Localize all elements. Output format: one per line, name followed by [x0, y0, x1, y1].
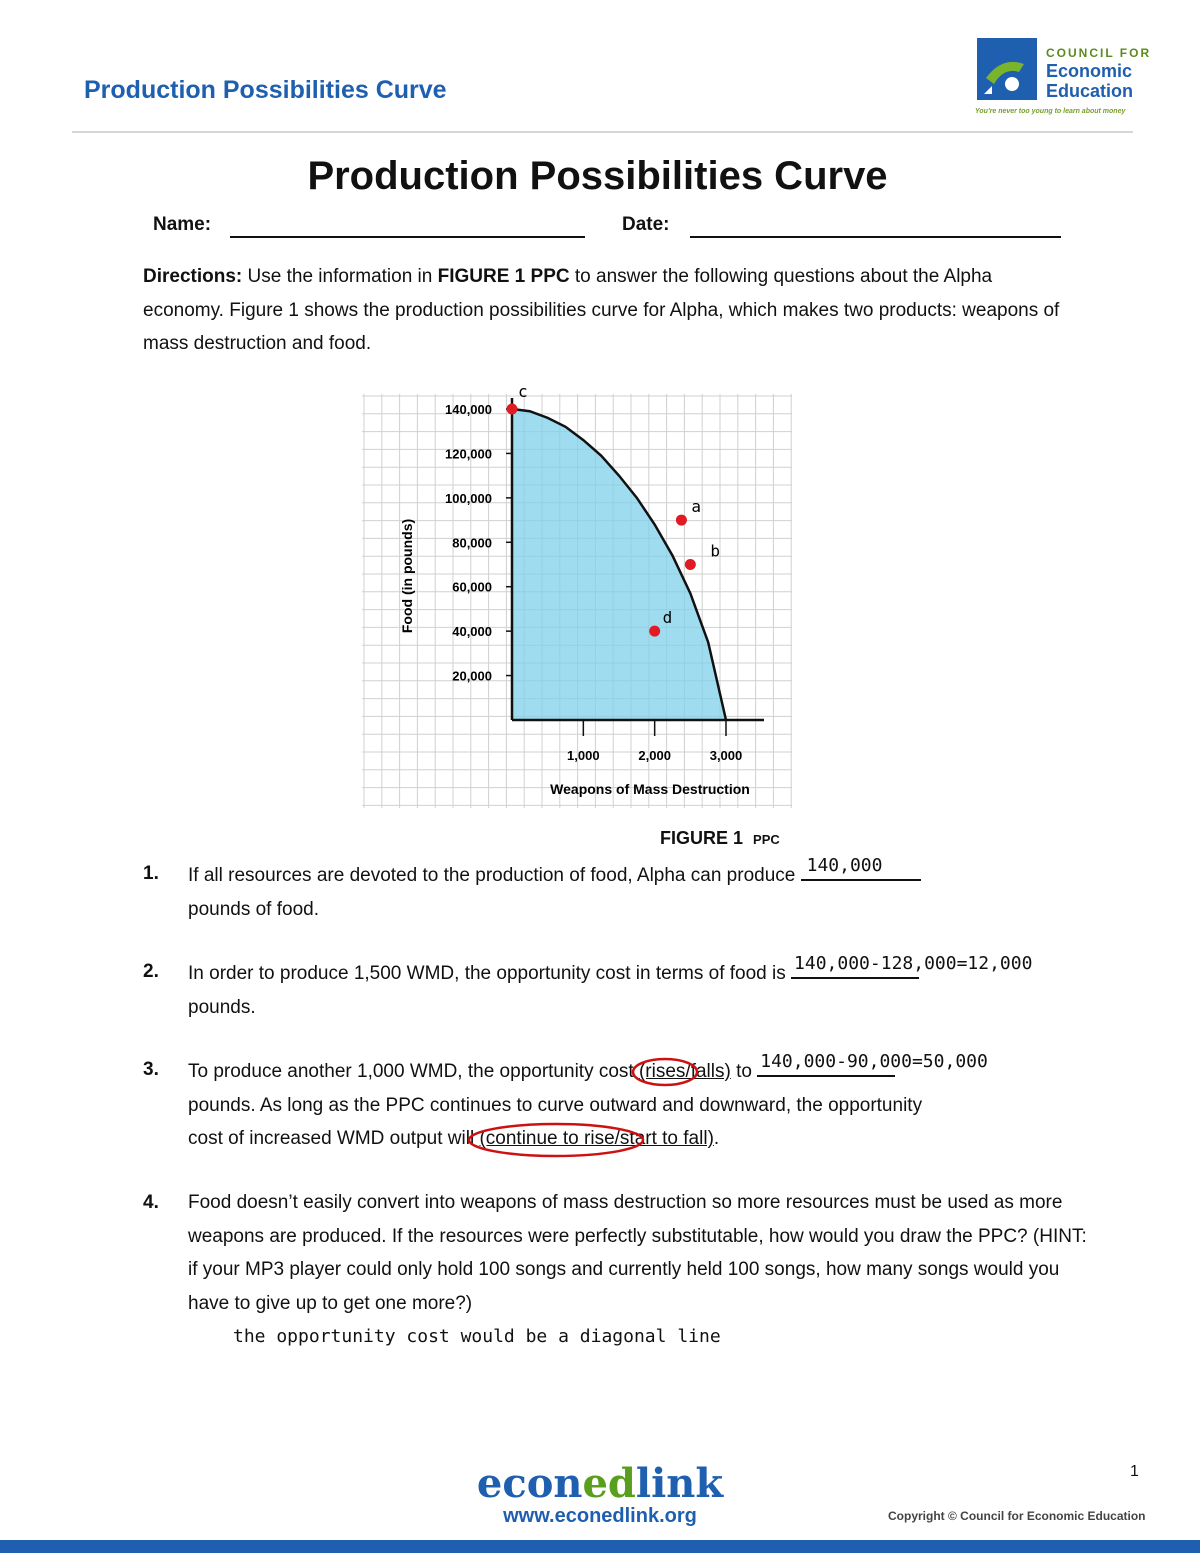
logo-tagline: You're never too young to learn about money	[975, 108, 1126, 115]
logo-line1: Economic	[1046, 61, 1133, 81]
option-continue-label: (continue to rise	[479, 1128, 615, 1149]
econedlink-logo	[0, 1460, 1200, 1507]
question-3	[143, 1053, 1103, 1163]
question-text-line3: cost of increased WMD output will	[188, 1128, 480, 1149]
answer-blank[interactable]	[791, 953, 1033, 979]
figure-caption	[660, 828, 780, 849]
x-tick-label: 3,000	[709, 748, 743, 763]
footer-url[interactable]: www.econedlink.org	[503, 1505, 697, 1527]
point-c	[507, 404, 518, 415]
point-label-c: c	[518, 388, 528, 401]
question-text-continued: pounds.	[188, 996, 256, 1018]
directions	[143, 260, 1063, 361]
question-text: If all resources are devoted to the production of food, Alpha can produce	[188, 865, 801, 886]
point-label-b: b	[710, 541, 720, 561]
directions-text-2: to answer the following questions about the Alpha economy. Figure 1 shows the production possibilities curve for Alpha, which makes two products: weapons of mass destruction and food.	[143, 266, 1060, 354]
y-tick-label: 140,000	[445, 402, 492, 417]
y-tick-label: 60,000	[452, 579, 492, 595]
question-number: 4.	[143, 1192, 159, 1213]
directions-text-1: Use the information in	[242, 266, 438, 287]
question-text: In order to produce 1,500 WMD, the opportunity cost in terms of food is	[188, 963, 792, 984]
copyright: Copyright © Council for Economic Education	[888, 1509, 1146, 1523]
option-rises-label: (rises	[638, 1061, 686, 1082]
handwritten-answer: the opportunity cost would be a diagonal line	[233, 1326, 721, 1347]
logo-part-ed: ed	[582, 1460, 636, 1507]
question-text: Food doesn’t easily convert into weapons of mass destruction so more resources must be used as more weapons are produced. If the resources were perfectly substitutable, how would you draw the PPC? (HINT: if your MP3 player could only hold 100 songs and currently held 100 songs, how many songs would you have to give up to get one more?)	[188, 1192, 1087, 1314]
circle-annotation-icon	[467, 1122, 645, 1158]
figure-caption-small: PPC	[753, 832, 780, 847]
directions-figure-ref: FIGURE 1 PPC	[437, 266, 570, 287]
question-2	[143, 955, 1103, 1025]
handwritten-answer: 140,000-90,000=50,000	[760, 1051, 988, 1072]
question-number: 1.	[143, 863, 159, 884]
ppc-chart	[356, 388, 796, 818]
y-tick-label: 80,000	[452, 535, 492, 551]
option-rises[interactable]	[639, 1061, 731, 1082]
figure-caption-main: FIGURE 1	[660, 828, 744, 848]
circled-option	[479, 1128, 614, 1149]
logo-part-econ: econ	[476, 1460, 583, 1507]
circled-option	[639, 1061, 685, 1082]
answer-blank[interactable]	[757, 1051, 988, 1077]
name-label: Name:	[153, 214, 212, 235]
y-tick-label: 100,000	[445, 490, 492, 506]
date-label: Date:	[622, 214, 670, 235]
directions-label: Directions:	[143, 266, 243, 287]
header-divider	[72, 131, 1133, 133]
question-text: To produce another 1,000 WMD, the opportunity cost	[188, 1061, 639, 1082]
question-text-end: .	[713, 1128, 720, 1149]
point-label-d: d	[662, 608, 673, 628]
handwritten-answer: 140,000	[806, 855, 883, 876]
circle-annotation-icon	[631, 1057, 699, 1087]
name-field[interactable]	[230, 236, 585, 238]
point-d	[649, 626, 660, 637]
y-tick-label: 40,000	[452, 624, 492, 640]
option-start-falling-label[interactable]: /start to fall)	[614, 1128, 714, 1149]
page-number: 1	[1130, 1463, 1139, 1480]
x-tick-label: 2,000	[638, 748, 671, 763]
question-text-line2: pounds. As long as the PPC continues to curve outward and downward, the opportunity	[188, 1094, 923, 1116]
question-number: 3.	[143, 1059, 159, 1080]
question-text-continued: pounds of food.	[188, 898, 319, 920]
question-text: to	[730, 1061, 758, 1082]
option-falls-label[interactable]: /falls)	[685, 1061, 731, 1082]
point-label-a: a	[691, 497, 702, 517]
date-field[interactable]	[690, 236, 1061, 238]
point-b	[685, 559, 696, 570]
logo-line2: Education	[1046, 81, 1134, 101]
point-a	[676, 515, 687, 526]
x-axis-label: Weapons of Mass Destruction	[550, 781, 750, 797]
answer-blank[interactable]	[801, 857, 921, 881]
handwritten-answer: 140,000-128,000=12,000	[794, 953, 1033, 974]
y-axis-label: Food (in pounds)	[399, 518, 415, 634]
footer-bar	[0, 1540, 1200, 1553]
x-tick-label: 1,000	[567, 748, 600, 763]
option-continue[interactable]	[479, 1128, 713, 1149]
y-tick-label: 120,000	[445, 446, 492, 462]
header-title: Production Possibilities Curve	[84, 76, 447, 104]
document-title: Production Possibilities Curve	[307, 154, 888, 198]
question-number: 2.	[143, 961, 159, 982]
y-tick-label: 20,000	[452, 668, 492, 684]
logo-part-link: link	[635, 1460, 724, 1507]
logo-top-text: COUNCIL FOR	[1046, 46, 1152, 60]
question-1	[143, 857, 1103, 927]
